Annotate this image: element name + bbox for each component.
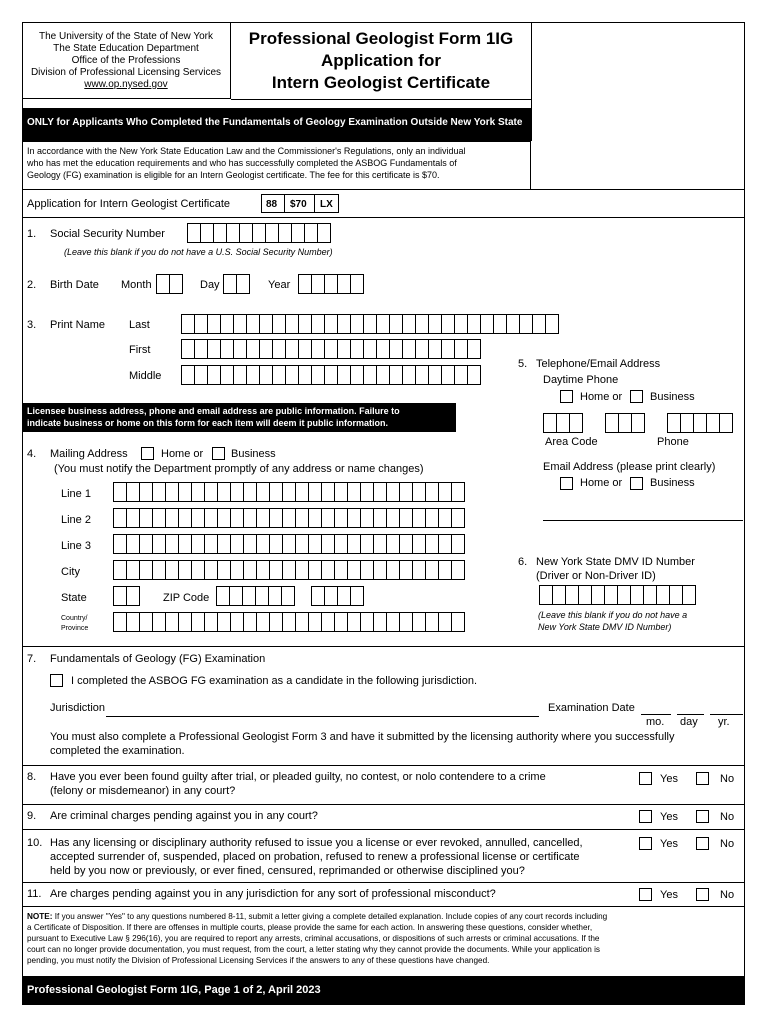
mo-label: mo. bbox=[646, 716, 665, 728]
daytime-phone-label: Daytime Phone bbox=[543, 374, 619, 386]
zip-label: ZIP Code bbox=[163, 592, 210, 604]
agency-line: Division of Professional Licensing Services bbox=[30, 67, 222, 78]
q1-number: 1. bbox=[27, 228, 37, 240]
rule bbox=[22, 804, 745, 805]
eligibility-banner-text: ONLY for Applicants Who Completed the Fundamentals of Geology Examination Outside New York State bbox=[27, 117, 523, 128]
exam-date-label: Examination Date bbox=[548, 702, 635, 714]
q2-number: 2. bbox=[27, 279, 37, 291]
header-divider bbox=[531, 22, 532, 141]
q9-text: Are criminal charges pending against you in any court? bbox=[50, 810, 318, 822]
dmv-id-input[interactable] bbox=[539, 585, 695, 605]
intro-text: In accordance with the New York State Education Law and the Commissioner's Regulations, only an individual bbox=[27, 146, 466, 156]
q10-yes-checkbox[interactable] bbox=[639, 837, 652, 850]
email-input[interactable] bbox=[543, 520, 743, 521]
fee-divider bbox=[284, 194, 285, 213]
day-label: Day bbox=[200, 279, 220, 291]
phone-prefix-input[interactable] bbox=[605, 413, 644, 433]
q2-label: Birth Date bbox=[50, 279, 99, 291]
email-home-label: Home or bbox=[580, 477, 623, 489]
q7-label: Fundamentals of Geology (FG) Examination bbox=[50, 653, 266, 665]
q8-text: Have you ever been found guilty after trial, or pleaded guilty, no contest, or nolo contendere to a crime bbox=[50, 771, 546, 783]
q4-number: 4. bbox=[27, 448, 37, 460]
city-input[interactable] bbox=[113, 560, 464, 580]
q3-number: 3. bbox=[27, 319, 37, 331]
email-label: Email Address (please print clearly) bbox=[543, 461, 716, 473]
birth-day-input[interactable] bbox=[223, 274, 249, 294]
intro-text: who has met the education requirements and who has successfully completed the ASBOG Fundamentals of bbox=[27, 158, 457, 168]
q1-label: Social Security Number bbox=[50, 228, 165, 240]
birth-month-input[interactable] bbox=[156, 274, 182, 294]
q11-text: Are charges pending against you in any jurisdiction for any sort of professional misconduct? bbox=[50, 888, 496, 900]
fee-amount: $70 bbox=[290, 199, 307, 210]
note-line: If you answer "Yes" to any questions numbered 8-11, submit a letter giving a complete detailed explanation. Include copies of any court records including bbox=[52, 912, 608, 921]
note-line: court can no longer provide documentation, you must request, from the court, a letter stating why they cannot provide the documents. While your application is bbox=[27, 945, 600, 954]
yr-label: yr. bbox=[718, 716, 730, 728]
header-rule bbox=[231, 99, 531, 100]
first-name-input[interactable] bbox=[181, 339, 480, 359]
phone-line-input[interactable] bbox=[667, 413, 732, 433]
q7-number: 7. bbox=[27, 653, 37, 665]
state-label: State bbox=[61, 592, 87, 604]
day-label: day bbox=[680, 716, 698, 728]
form-title-line3: Intern Geologist Certificate bbox=[271, 73, 491, 92]
q8-no-checkbox[interactable] bbox=[696, 772, 709, 785]
q3-label: Print Name bbox=[50, 319, 106, 331]
q11-yes-label: Yes bbox=[660, 889, 678, 901]
last-name-input[interactable] bbox=[181, 314, 558, 334]
middle-name-input[interactable] bbox=[181, 365, 480, 385]
q11-no-checkbox[interactable] bbox=[696, 888, 709, 901]
q4-label: Mailing Address bbox=[50, 448, 128, 460]
q11-number: 11. bbox=[27, 888, 42, 900]
q8-yes-label: Yes bbox=[660, 773, 678, 785]
mailing-business-label: Business bbox=[231, 448, 276, 460]
q8-no-label: No bbox=[720, 773, 735, 785]
q9-yes-label: Yes bbox=[660, 811, 678, 823]
q11-no-label: No bbox=[720, 889, 735, 901]
jurisdiction-label: Jurisdiction bbox=[50, 702, 106, 714]
email-business-checkbox[interactable] bbox=[630, 477, 643, 490]
year-label: Year bbox=[268, 279, 291, 291]
q9-number: 9. bbox=[27, 810, 37, 822]
rule bbox=[22, 882, 745, 883]
note-line: pending, you must notify the Division of Professional Licensing Services if the answers to any of these questions have changed. bbox=[27, 956, 490, 965]
phone-home-checkbox[interactable] bbox=[560, 390, 573, 403]
mailing-home-label: Home or bbox=[161, 448, 204, 460]
form-title bbox=[231, 28, 531, 94]
note-label: NOTE: bbox=[27, 912, 53, 921]
state-input[interactable] bbox=[113, 586, 139, 606]
first-name-label: First bbox=[129, 344, 151, 356]
email-home-checkbox[interactable] bbox=[560, 477, 573, 490]
fee-divider bbox=[314, 194, 315, 213]
note-line: a Certificate of Disposition. If there are offenses in multiple courts, please provide the same for each action. In answering these questions, consider whether, bbox=[27, 923, 593, 932]
q10-yes-label: Yes bbox=[660, 838, 678, 850]
address-line1-input[interactable] bbox=[113, 482, 464, 502]
agency-line: Office of the Professions bbox=[71, 55, 181, 66]
fee-code: 88 bbox=[266, 199, 278, 210]
middle-name-label: Middle bbox=[129, 370, 162, 382]
q10-number: 10. bbox=[27, 837, 43, 849]
phone-business-label: Business bbox=[650, 391, 695, 403]
q6-note: (Leave this blank if you do not have a bbox=[538, 610, 688, 620]
q9-yes-checkbox[interactable] bbox=[639, 810, 652, 823]
line1-label: Line 1 bbox=[61, 488, 91, 500]
note-text bbox=[27, 911, 607, 922]
month-label: Month bbox=[121, 279, 152, 291]
q10-text: accepted surrender of, suspended, placed on probation, refused to renew a professional license or certificate bbox=[50, 851, 580, 863]
exam-year-input[interactable] bbox=[710, 714, 743, 715]
q11-yes-checkbox[interactable] bbox=[639, 888, 652, 901]
q5-label: Telephone/Email Address bbox=[536, 358, 661, 370]
exam-month-input[interactable] bbox=[641, 714, 671, 715]
agency-line: The State Education Department bbox=[53, 43, 199, 54]
q10-no-label: No bbox=[720, 838, 735, 850]
q6-number: 6. bbox=[518, 556, 528, 568]
mailing-business-checkbox[interactable] bbox=[212, 447, 225, 460]
q4-note: (You must notify the Department promptly of any address or name changes) bbox=[54, 463, 424, 475]
address-line3-input[interactable] bbox=[113, 534, 464, 554]
q8-text: (felony or misdemeanor) in any court? bbox=[50, 785, 236, 797]
q1-note: (Leave this blank if you do not have a U.S. Social Security Number) bbox=[64, 247, 333, 257]
q6-note: New York State DMV ID Number) bbox=[538, 622, 672, 632]
q9-no-label: No bbox=[720, 811, 735, 823]
area-code-label: Area Code bbox=[545, 436, 598, 448]
agency-line: The University of the State of New York bbox=[39, 31, 213, 42]
province-label: Province bbox=[61, 625, 89, 632]
q10-no-checkbox[interactable] bbox=[696, 837, 709, 850]
line2-label: Line 2 bbox=[61, 514, 91, 526]
city-label: City bbox=[61, 566, 80, 578]
q8-number: 8. bbox=[27, 771, 37, 783]
exam-day-input[interactable] bbox=[677, 714, 704, 715]
form-title-line2: Application for bbox=[321, 51, 441, 70]
phone-label: Phone bbox=[657, 436, 689, 448]
q7-note: You must also complete a Professional Geologist Form 3 and have it submitted by the licensing authority where you successfully bbox=[50, 731, 675, 743]
agency-block bbox=[22, 22, 231, 99]
q6-label: New York State DMV ID Number bbox=[536, 556, 695, 568]
ssn-input[interactable] bbox=[187, 223, 330, 243]
email-business-label: Business bbox=[650, 477, 695, 489]
rule bbox=[22, 646, 745, 647]
rule bbox=[22, 906, 745, 907]
rule bbox=[22, 217, 745, 218]
zip-input[interactable] bbox=[216, 586, 294, 606]
line3-label: Line 3 bbox=[61, 540, 91, 552]
phone-business-checkbox[interactable] bbox=[630, 390, 643, 403]
q10-text: held by you now or previously, or ever fined, censured, reprimanded or otherwise disciplined you? bbox=[50, 865, 525, 877]
form-title-line1: Professional Geologist Form 1IG bbox=[248, 29, 514, 48]
phone-home-label: Home or bbox=[580, 391, 623, 403]
rule bbox=[22, 765, 745, 766]
intro-text: Geology (FG) examination is eligible for an Intern Geologist certificate. The fee for this certificate is $70. bbox=[27, 170, 440, 180]
fee-type: LX bbox=[320, 199, 333, 210]
licensee-notice-text: indicate business or home on this form for each item will deem it public information. bbox=[27, 418, 389, 428]
footer-text: Professional Geologist Form 1IG, Page 1 of 2, April 2023 bbox=[27, 984, 321, 996]
birth-year-input[interactable] bbox=[298, 274, 363, 294]
last-name-label: Last bbox=[129, 319, 150, 331]
zip4-input[interactable] bbox=[311, 586, 363, 606]
address-line2-input[interactable] bbox=[113, 508, 464, 528]
country-input[interactable] bbox=[113, 612, 464, 632]
jurisdiction-input[interactable] bbox=[106, 716, 539, 717]
q9-no-checkbox[interactable] bbox=[696, 810, 709, 823]
fg-completed-label: I completed the ASBOG FG examination as a candidate in the following jurisdiction. bbox=[71, 675, 477, 687]
note-line: pursuant to Executive Law § 296(16), you are required to report any arrests, criminal accusations, or dispositions of such arrests or criminal accusations. If the bbox=[27, 934, 600, 943]
area-code-input[interactable] bbox=[543, 413, 582, 433]
fg-completed-checkbox[interactable] bbox=[50, 674, 63, 687]
q7-note: completed the examination. bbox=[50, 745, 185, 757]
rule bbox=[22, 189, 745, 190]
q8-yes-checkbox[interactable] bbox=[639, 772, 652, 785]
mailing-home-checkbox[interactable] bbox=[141, 447, 154, 460]
website-link[interactable]: www.op.nysed.gov bbox=[84, 79, 168, 90]
q5-number: 5. bbox=[518, 358, 528, 370]
rule bbox=[22, 829, 745, 830]
fee-row-label: Application for Intern Geologist Certificate bbox=[27, 198, 230, 210]
q10-text: Has any licensing or disciplinary authority refused to issue you a license or ever revoked, annulled, cancelled, bbox=[50, 837, 583, 849]
q6-sub: (Driver or Non-Driver ID) bbox=[536, 570, 656, 582]
country-label: Country/ bbox=[61, 615, 88, 622]
licensee-notice-text: Licensee business address, phone and email address are public information. Failure to bbox=[27, 406, 400, 416]
